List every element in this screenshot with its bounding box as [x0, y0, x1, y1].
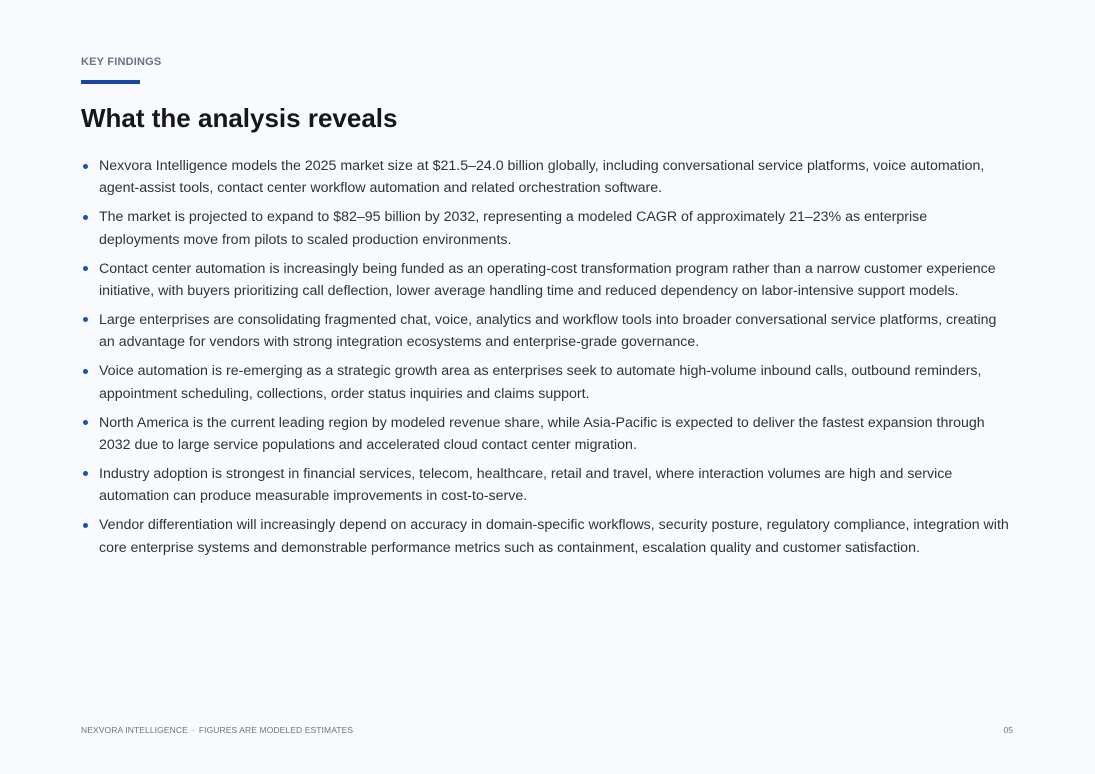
- finding-item: [81, 412, 1011, 457]
- bullet-dot-icon: [83, 215, 88, 220]
- bullet-dot-icon: [83, 164, 88, 169]
- finding-text: Large enterprises are consolidating fragmented chat, voice, analytics and workflow tools into broader conversational service platforms, creating an advantage for vendors with strong integration ecosystems and enterprise-grade governance.: [99, 311, 997, 351]
- finding-item: [81, 206, 1011, 251]
- finding-item: [81, 155, 1011, 200]
- section-eyebrow: KEY FINDINGS: [81, 56, 162, 68]
- finding-text: Voice automation is re-emerging as a strategic growth area as enterprises seek to automate high-volume inbound calls, outbound reminders, appointment scheduling, collections, order status inquiries and claims support.: [99, 363, 982, 402]
- footer-attribution: [81, 725, 353, 735]
- accent-bar: [81, 80, 140, 84]
- bullet-dot-icon: [83, 369, 88, 374]
- finding-text: Nexvora Intelligence models the 2025 market size at $21.5–24.0 billion globally, including conversational service platforms, voice automation, agent-assist tools, contact center workflow automation and related orchestration software.: [99, 158, 985, 197]
- finding-item: [81, 514, 1011, 559]
- bullet-dot-icon: [83, 266, 88, 271]
- footer-note: FIGURES ARE MODELED ESTIMATES: [198, 725, 354, 735]
- bullet-dot-icon: [83, 523, 88, 528]
- finding-text: North America is the current leading region by modeled revenue share, while Asia-Pacific is expected to deliver the fastest expansion through 2032 due to large service populations and accelerated cloud contact center migration.: [99, 414, 985, 453]
- footer-separator: ·: [191, 725, 195, 735]
- footer-brand: NEXVORA INTELLIGENCE: [81, 725, 188, 735]
- findings-list: [81, 155, 1011, 566]
- bullet-dot-icon: [83, 420, 88, 425]
- finding-item: [81, 360, 1011, 405]
- bullet-dot-icon: [83, 471, 88, 476]
- finding-text: Contact center automation is increasingly being funded as an operating-cost transformation program rather than a narrow customer experience initiative, with buyers prioritizing call deflection, lower average handling time and reduced dependency on labor-intensive support models.: [99, 260, 996, 300]
- bullet-dot-icon: [83, 317, 88, 322]
- finding-item: [81, 463, 1011, 508]
- page-number: 05: [1003, 725, 1013, 735]
- finding-item: [81, 258, 1011, 303]
- finding-text: The market is projected to expand to $82–95 billion by 2032, representing a modeled CAGR of approximately 21–23% as enterprise deployments move from pilots to scaled production environments.: [99, 209, 928, 248]
- finding-text: Industry adoption is strongest in financial services, telecom, healthcare, retail and travel, where interaction volumes are high and service automation can produce measurable improvements in cost-to-serve.: [99, 465, 953, 505]
- finding-item: [81, 309, 1011, 354]
- page-title: What the analysis reveals: [81, 103, 398, 133]
- finding-text: Vendor differentiation will increasingly depend on accuracy in domain-specific workflows, security posture, regulatory compliance, integration with core enterprise systems and demonstrable performance metrics such as containment, escalation quality and customer satisfaction.: [99, 517, 1009, 556]
